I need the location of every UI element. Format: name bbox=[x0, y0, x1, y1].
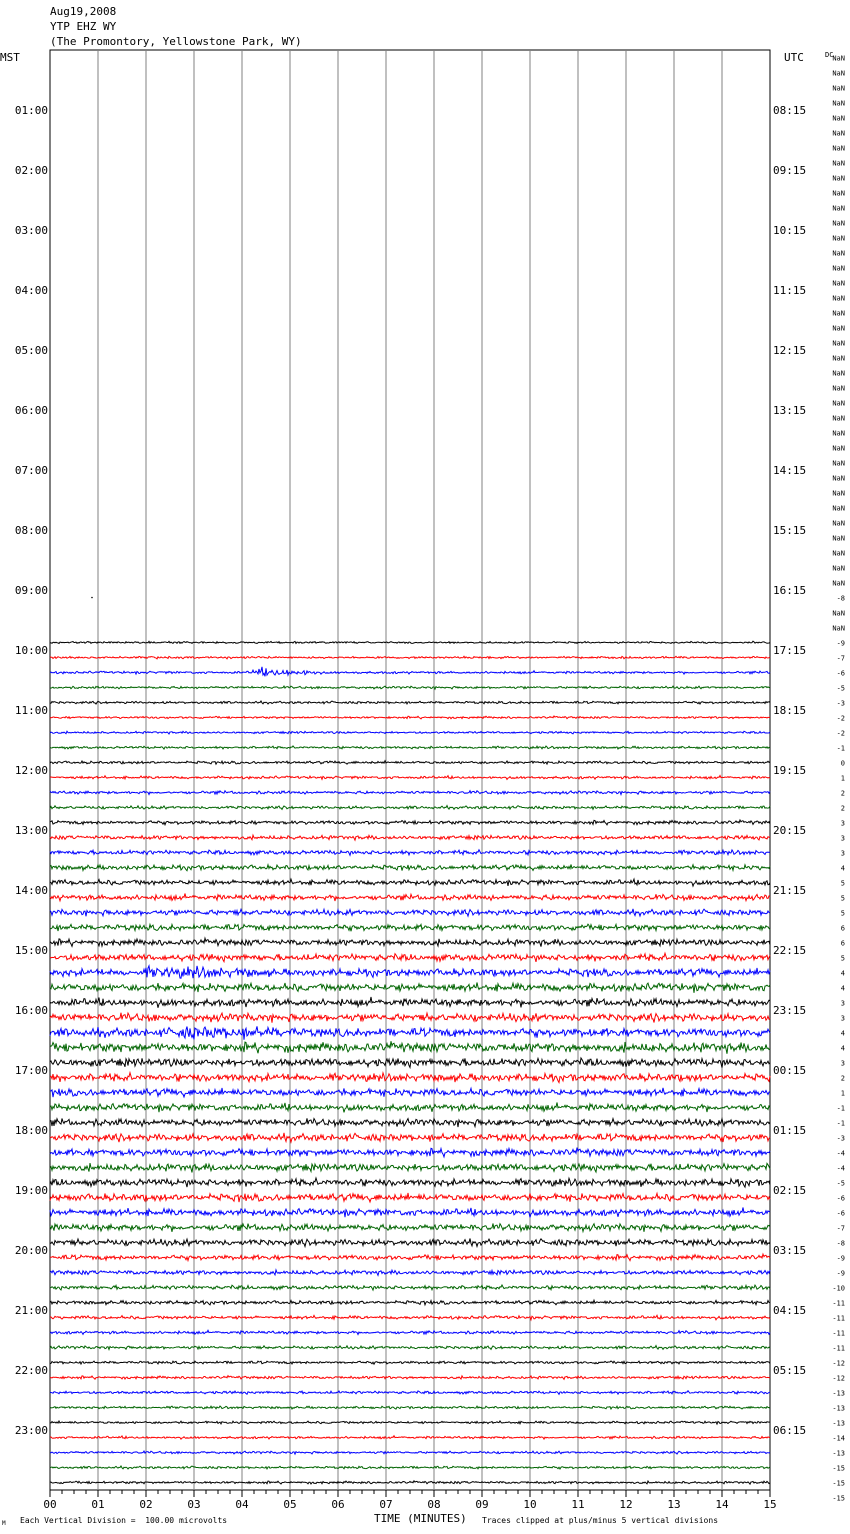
dc-header-label: DC bbox=[825, 51, 834, 59]
seismic-trace bbox=[50, 1451, 770, 1454]
dc-offset-label: -1 bbox=[836, 744, 845, 753]
seismic-trace bbox=[50, 686, 770, 689]
seismic-trace bbox=[50, 1163, 770, 1172]
clip-note: Traces clipped at plus/minus 5 vertical divisions bbox=[482, 1516, 719, 1525]
dc-offset-label: 4 bbox=[840, 1029, 845, 1038]
dc-offset-label: 5 bbox=[840, 879, 845, 888]
dc-offset-label: -6 bbox=[836, 669, 845, 678]
dc-offset-label: -5 bbox=[836, 684, 845, 693]
seismic-trace bbox=[50, 746, 770, 749]
seismic-trace bbox=[50, 1026, 770, 1039]
seismic-trace bbox=[50, 1193, 770, 1202]
x-tick-label: 14 bbox=[715, 1498, 729, 1511]
seismic-trace bbox=[50, 966, 770, 978]
seismic-trace bbox=[50, 1436, 770, 1439]
dc-offset-label: NaN bbox=[832, 369, 845, 378]
x-tick-label: 00 bbox=[43, 1498, 57, 1511]
dc-offset-label: 2 bbox=[840, 1074, 845, 1083]
dc-offset-label: 0 bbox=[840, 759, 845, 768]
x-tick-label: 10 bbox=[523, 1498, 537, 1511]
dc-offset-label: NaN bbox=[832, 459, 845, 468]
dc-offset-label: 3 bbox=[840, 1014, 845, 1023]
dc-offset-label: -2 bbox=[836, 714, 845, 723]
hour-label-left: 22:00 bbox=[14, 1364, 48, 1377]
hour-label-right: 02:15 bbox=[773, 1184, 807, 1197]
seismic-trace bbox=[50, 731, 770, 734]
dc-offset-label: -13 bbox=[832, 1389, 845, 1398]
hour-label-left: 23:00 bbox=[14, 1424, 48, 1437]
seismic-trace bbox=[50, 1207, 770, 1217]
dc-offset-label: NaN bbox=[832, 609, 845, 618]
dc-offset-label: NaN bbox=[832, 174, 845, 183]
hour-label-left: 04:00 bbox=[14, 284, 48, 297]
hour-label-left: 21:00 bbox=[14, 1304, 48, 1317]
hour-label-left: 05:00 bbox=[14, 344, 48, 357]
hour-label-right: 21:15 bbox=[773, 884, 807, 897]
dc-offset-label: 4 bbox=[840, 1044, 845, 1053]
dc-offset-label: 4 bbox=[840, 984, 845, 993]
seismic-trace bbox=[50, 924, 770, 931]
station-code: YTP EHZ WY bbox=[50, 20, 117, 33]
left-timezone-label: MST bbox=[0, 51, 20, 64]
hour-label-right: 14:15 bbox=[773, 464, 807, 477]
seismic-trace bbox=[50, 938, 770, 946]
dc-offset-label: -10 bbox=[832, 1284, 845, 1293]
hour-label-right: 04:15 bbox=[773, 1304, 807, 1317]
dc-offset-label: NaN bbox=[832, 219, 845, 228]
seismic-trace bbox=[50, 1361, 770, 1364]
station-location: (The Promontory, Yellowstone Park, WY) bbox=[50, 35, 302, 48]
dc-offset-label: NaN bbox=[832, 504, 845, 513]
hour-label-right: 01:15 bbox=[773, 1124, 807, 1137]
hour-label-left: 16:00 bbox=[14, 1004, 48, 1017]
dc-offset-label: -13 bbox=[832, 1404, 845, 1413]
trace-dot-mark bbox=[91, 597, 93, 599]
dc-offset-label: NaN bbox=[832, 384, 845, 393]
dc-offset-label: -3 bbox=[836, 699, 845, 708]
dc-offset-label: -5 bbox=[836, 1179, 845, 1188]
dc-offset-label: NaN bbox=[832, 294, 845, 303]
seismic-trace bbox=[50, 1238, 770, 1246]
x-tick-label: 05 bbox=[283, 1498, 297, 1511]
dc-offset-label: -13 bbox=[832, 1419, 845, 1428]
dc-offset-label: NaN bbox=[832, 339, 845, 348]
seismic-trace bbox=[50, 716, 770, 719]
dc-offset-label: -6 bbox=[836, 1194, 845, 1203]
dc-offset-label: -11 bbox=[832, 1344, 845, 1353]
x-tick-label: 13 bbox=[667, 1498, 681, 1511]
seismic-trace bbox=[50, 1466, 770, 1469]
dc-offset-label: NaN bbox=[832, 324, 845, 333]
hour-label-right: 08:15 bbox=[773, 104, 807, 117]
hour-label-left: 08:00 bbox=[14, 524, 48, 537]
seismic-trace bbox=[50, 1270, 770, 1275]
dc-offset-label: 3 bbox=[840, 999, 845, 1008]
dc-offset-label: -7 bbox=[836, 1224, 845, 1233]
dc-offset-label: NaN bbox=[832, 129, 845, 138]
x-tick-label: 07 bbox=[379, 1498, 393, 1511]
dc-offset-label: 2 bbox=[840, 789, 845, 798]
dc-offset-label: 5 bbox=[840, 954, 845, 963]
dc-offset-label: -13 bbox=[832, 1449, 845, 1458]
x-tick-label: 03 bbox=[187, 1498, 201, 1511]
dc-offset-label: -11 bbox=[832, 1314, 845, 1323]
hour-label-left: 07:00 bbox=[14, 464, 48, 477]
hour-label-left: 02:00 bbox=[14, 164, 48, 177]
dc-offset-label: -12 bbox=[832, 1359, 845, 1368]
dc-offset-label: NaN bbox=[832, 279, 845, 288]
dc-offset-label: 3 bbox=[840, 1059, 845, 1068]
x-tick-label: 06 bbox=[331, 1498, 345, 1511]
x-tick-label: 01 bbox=[91, 1498, 105, 1511]
dc-offset-label: -9 bbox=[836, 639, 845, 648]
hour-label-right: 05:15 bbox=[773, 1364, 807, 1377]
dc-offset-label: -6 bbox=[836, 1209, 845, 1218]
seismic-trace bbox=[50, 864, 770, 870]
dc-offset-label: -9 bbox=[836, 1254, 845, 1263]
seismic-trace bbox=[50, 1041, 770, 1054]
seismic-trace bbox=[50, 1013, 770, 1023]
dc-offset-label: NaN bbox=[832, 234, 845, 243]
seismic-trace bbox=[50, 820, 770, 825]
seismic-trace bbox=[50, 641, 770, 643]
seismic-trace bbox=[50, 1315, 770, 1320]
hour-label-right: 22:15 bbox=[773, 944, 807, 957]
seismic-trace bbox=[50, 667, 770, 677]
dc-offset-label: -15 bbox=[832, 1464, 845, 1473]
dc-offset-label: NaN bbox=[832, 534, 845, 543]
seismic-trace bbox=[50, 909, 770, 916]
seismic-trace bbox=[50, 1058, 770, 1068]
seismic-trace bbox=[50, 850, 770, 856]
dc-offset-label: NaN bbox=[832, 264, 845, 273]
dc-offset-label: NaN bbox=[832, 489, 845, 498]
seismic-trace bbox=[50, 879, 770, 886]
dc-offset-label: -11 bbox=[832, 1329, 845, 1338]
dc-offset-label: NaN bbox=[832, 519, 845, 528]
scale-note: Each Vertical Division = 100.00 microvolts bbox=[20, 1516, 228, 1525]
seismic-trace bbox=[50, 1073, 770, 1083]
seismic-trace bbox=[50, 1148, 770, 1157]
hour-label-left: 10:00 bbox=[14, 644, 48, 657]
hour-label-right: 20:15 bbox=[773, 824, 807, 837]
hour-label-right: 23:15 bbox=[773, 1004, 807, 1017]
hour-label-left: 03:00 bbox=[14, 224, 48, 237]
dc-offset-label: -14 bbox=[832, 1434, 845, 1443]
seismic-trace bbox=[50, 656, 770, 659]
dc-offset-label: NaN bbox=[832, 84, 845, 93]
dc-offset-label: 6 bbox=[840, 939, 845, 948]
dc-offset-label: NaN bbox=[832, 159, 845, 168]
dc-offset-label: NaN bbox=[832, 204, 845, 213]
hour-label-left: 09:00 bbox=[14, 584, 48, 597]
seismic-trace bbox=[50, 1421, 770, 1424]
seismic-trace bbox=[50, 791, 770, 795]
dc-offset-label: NaN bbox=[832, 99, 845, 108]
seismic-trace bbox=[50, 835, 770, 840]
seismic-trace bbox=[50, 997, 770, 1008]
x-tick-label: 11 bbox=[571, 1498, 585, 1511]
dc-offset-label: NaN bbox=[832, 144, 845, 153]
corner-mark: M bbox=[2, 1520, 6, 1527]
seismic-trace bbox=[50, 1330, 770, 1334]
hour-label-left: 11:00 bbox=[14, 704, 48, 717]
seismic-trace bbox=[50, 1223, 770, 1231]
hour-label-left: 17:00 bbox=[14, 1064, 48, 1077]
dc-offset-label: -8 bbox=[836, 1239, 845, 1248]
dc-offset-label: NaN bbox=[832, 474, 845, 483]
x-tick-label: 04 bbox=[235, 1498, 249, 1511]
dc-offset-label: NaN bbox=[832, 429, 845, 438]
dc-offset-label: NaN bbox=[832, 399, 845, 408]
hour-label-left: 15:00 bbox=[14, 944, 48, 957]
dc-offset-label: 5 bbox=[840, 909, 845, 918]
dc-offset-label: 3 bbox=[840, 834, 845, 843]
seismic-trace bbox=[50, 982, 770, 992]
dc-offset-label: 3 bbox=[840, 849, 845, 858]
dc-offset-label: -11 bbox=[832, 1299, 845, 1308]
hour-label-left: 14:00 bbox=[14, 884, 48, 897]
hour-label-left: 18:00 bbox=[14, 1124, 48, 1137]
seismic-trace bbox=[50, 1285, 770, 1290]
hour-label-right: 15:15 bbox=[773, 524, 807, 537]
dc-offset-label: NaN bbox=[832, 414, 845, 423]
hour-label-right: 06:15 bbox=[773, 1424, 807, 1437]
seismic-trace bbox=[50, 806, 770, 810]
hour-label-left: 06:00 bbox=[14, 404, 48, 417]
x-tick-label: 09 bbox=[475, 1498, 489, 1511]
x-tick-label: 08 bbox=[427, 1498, 441, 1511]
chart-date: Aug19,2008 bbox=[50, 5, 117, 18]
hour-label-right: 13:15 bbox=[773, 404, 807, 417]
dc-offset-label: NaN bbox=[832, 69, 845, 78]
hour-label-right: 10:15 bbox=[773, 224, 807, 237]
dc-offset-label: NaN bbox=[832, 354, 845, 363]
dc-offset-label: -8 bbox=[836, 594, 845, 603]
dc-offset-label: 5 bbox=[840, 894, 845, 903]
dc-offset-label: -4 bbox=[836, 1149, 845, 1158]
dc-offset-label: -1 bbox=[836, 1104, 845, 1113]
seismic-trace bbox=[50, 1481, 770, 1484]
x-axis-title: TIME (MINUTES) bbox=[374, 1512, 467, 1525]
hour-label-right: 17:15 bbox=[773, 644, 807, 657]
dc-offset-label: -2 bbox=[836, 729, 845, 738]
seismic-trace bbox=[50, 1088, 770, 1097]
plot-frame bbox=[50, 50, 770, 1490]
seismic-trace bbox=[50, 776, 770, 780]
dc-offset-label: -3 bbox=[836, 1134, 845, 1143]
right-timezone-label: UTC bbox=[784, 51, 804, 64]
dc-offset-label: 4 bbox=[840, 864, 845, 873]
hour-label-right: 03:15 bbox=[773, 1244, 807, 1257]
dc-offset-label: -15 bbox=[832, 1494, 845, 1503]
dc-offset-label: 1 bbox=[840, 1089, 845, 1098]
seismic-trace bbox=[50, 1300, 770, 1305]
dc-offset-label: -9 bbox=[836, 1269, 845, 1278]
dc-offset-label: NaN bbox=[832, 579, 845, 588]
seismic-trace bbox=[50, 1102, 770, 1112]
hour-label-left: 12:00 bbox=[14, 764, 48, 777]
seismic-trace bbox=[50, 1376, 770, 1380]
dc-offset-label: NaN bbox=[832, 189, 845, 198]
dc-offset-label: NaN bbox=[832, 444, 845, 453]
dc-offset-label: NaN bbox=[832, 624, 845, 633]
dc-offset-label: -1 bbox=[836, 1119, 845, 1128]
dc-offset-label: 2 bbox=[840, 804, 845, 813]
hour-label-right: 00:15 bbox=[773, 1064, 807, 1077]
seismic-trace bbox=[50, 1346, 770, 1350]
dc-offset-label: 4 bbox=[840, 969, 845, 978]
hour-label-left: 19:00 bbox=[14, 1184, 48, 1197]
dc-offset-label: NaN bbox=[832, 114, 845, 123]
hour-label-right: 09:15 bbox=[773, 164, 807, 177]
seismic-trace bbox=[50, 1406, 770, 1409]
hour-label-left: 20:00 bbox=[14, 1244, 48, 1257]
x-tick-label: 12 bbox=[619, 1498, 633, 1511]
dc-offset-label: NaN bbox=[832, 249, 845, 258]
seismic-trace bbox=[50, 1118, 770, 1127]
dc-offset-label: -7 bbox=[836, 654, 845, 663]
dc-offset-label: NaN bbox=[832, 54, 845, 63]
dc-offset-label: -12 bbox=[832, 1374, 845, 1383]
dc-offset-label: 3 bbox=[840, 819, 845, 828]
hour-label-right: 12:15 bbox=[773, 344, 807, 357]
seismic-trace bbox=[50, 1391, 770, 1395]
seismic-trace bbox=[50, 701, 770, 704]
dc-offset-label: 1 bbox=[840, 774, 845, 783]
dc-offset-label: NaN bbox=[832, 564, 845, 573]
seismic-trace bbox=[50, 1178, 770, 1187]
hour-label-left: 01:00 bbox=[14, 104, 48, 117]
dc-offset-label: NaN bbox=[832, 309, 845, 318]
seismic-trace bbox=[50, 1254, 770, 1260]
seismic-trace bbox=[50, 894, 770, 902]
seismic-trace bbox=[50, 953, 770, 962]
seismic-trace bbox=[50, 761, 770, 764]
hour-label-right: 16:15 bbox=[773, 584, 807, 597]
x-tick-label: 02 bbox=[139, 1498, 153, 1511]
hour-label-left: 13:00 bbox=[14, 824, 48, 837]
dc-offset-label: NaN bbox=[832, 549, 845, 558]
hour-label-right: 18:15 bbox=[773, 704, 807, 717]
x-tick-label: 15 bbox=[763, 1498, 777, 1511]
seismic-trace bbox=[50, 1133, 770, 1142]
hour-label-right: 11:15 bbox=[773, 284, 807, 297]
dc-offset-label: -4 bbox=[836, 1164, 845, 1173]
dc-offset-label: -15 bbox=[832, 1479, 845, 1488]
hour-label-right: 19:15 bbox=[773, 764, 807, 777]
dc-offset-label: 6 bbox=[840, 924, 845, 933]
